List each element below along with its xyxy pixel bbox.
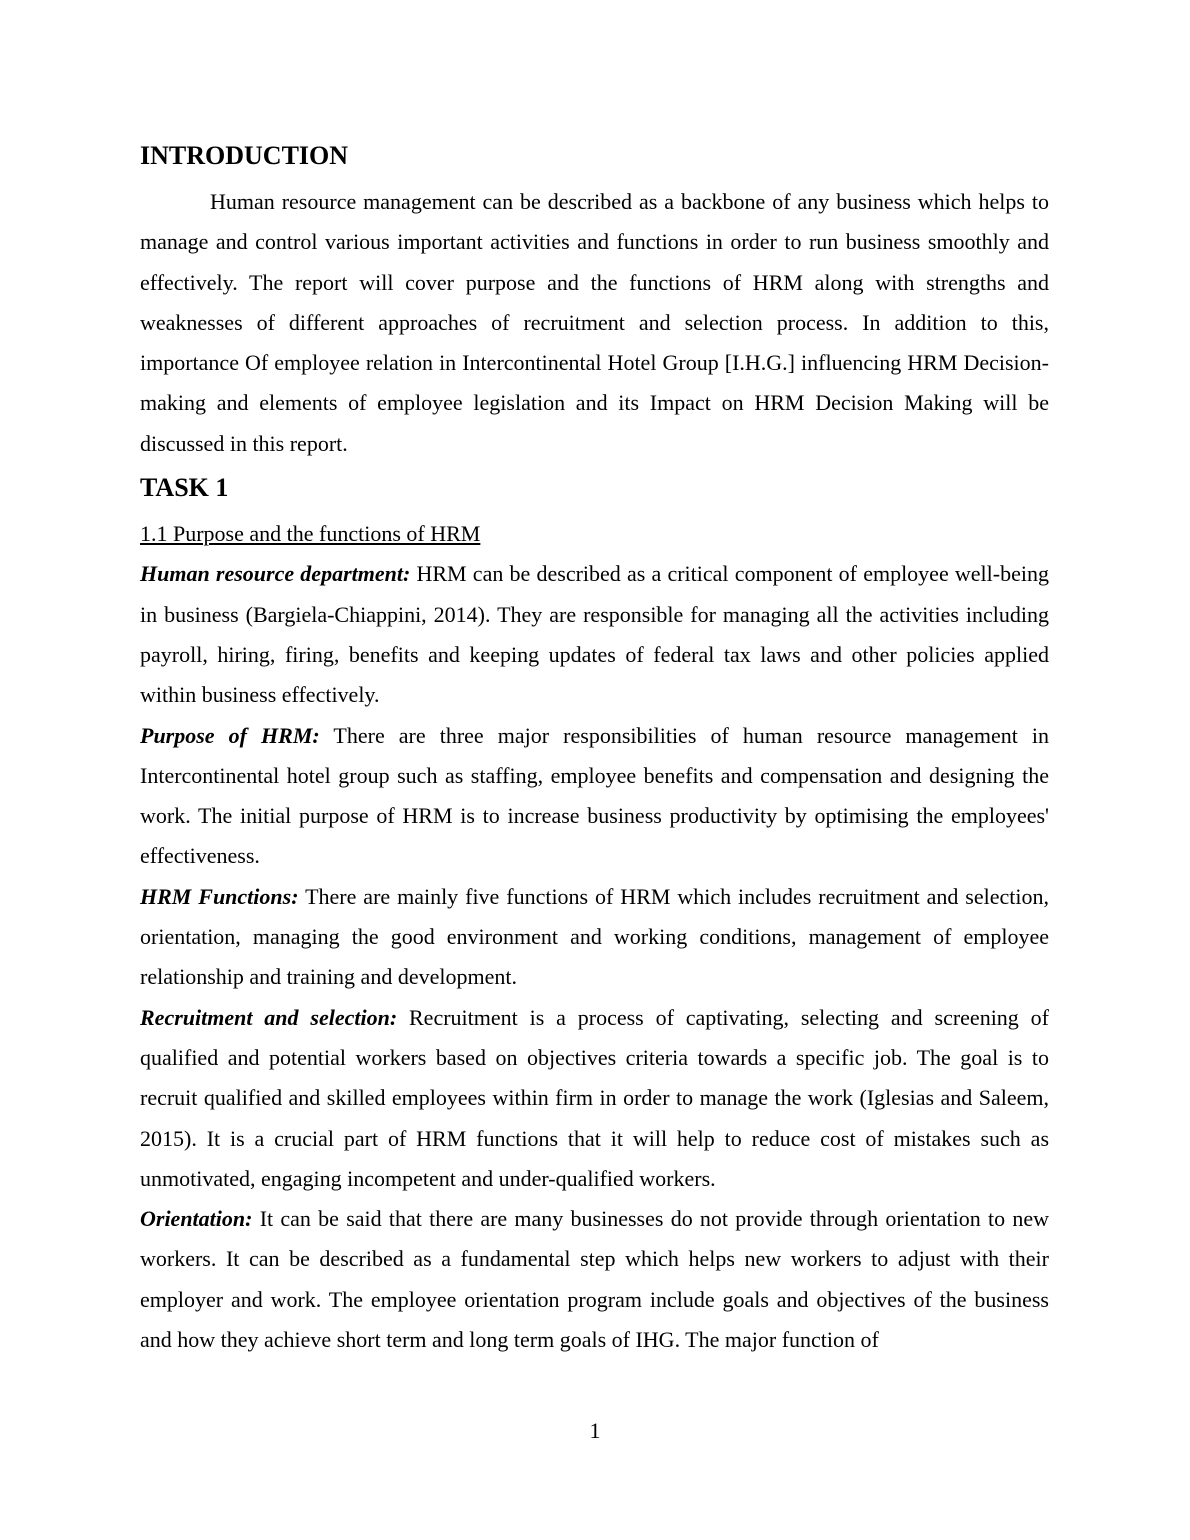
hr-department-paragraph bbox=[140, 554, 1049, 715]
introduction-paragraph: Human resource management can be described as a backbone of any business which helps to manage and control various important activities and functions in order to run business smoothly and effectively. The report will cover purpose and the functions of HRM along with strengths and weaknesses of different approaches of recruitment and selection process. In addition to this, importance Of employee relation in Intercontinental Hotel Group [I.H.G.] influencing HRM Decision-making and elements of employee legislation and its Impact on HRM Decision Making will be discussed in this report. bbox=[140, 189, 1049, 456]
paragraph-text: There are three major responsibilities of human resource management in Intercontinental hotel group such as staffing, employee benefits and compensation and designing the work. The initial purpose of HRM is to increase business productivity by optimising the employees' effectiveness. bbox=[140, 722, 1050, 869]
orientation-paragraph bbox=[140, 1199, 1049, 1360]
term-label: Human resource department: bbox=[140, 561, 411, 587]
paragraph-text: Recruitment is a process of captivating, selecting and screening of qualified and potential workers based on objectives criteria towards a specific job. The goal is to recruit qualified and skilled employees within firm in order to manage the work (Iglesias and Saleem, 2015). It is a crucial part of HRM functions that it will help to reduce cost of mistakes such as unmotivated, engaging incompetent and under-qualified workers. bbox=[140, 1004, 1049, 1191]
paragraph-text: HRM can be described as a critical component of employee well-being in business (Bargiela-Chiappini, 2014). They are responsible for managing all the activities including payroll, hiring, firing, benefits and keeping updates of federal tax laws and other policies applied within business effectively. bbox=[140, 561, 1049, 708]
term-label: HRM Functions: bbox=[140, 883, 299, 909]
document-page bbox=[140, 138, 1049, 1360]
task-heading: TASK 1 bbox=[140, 473, 229, 503]
recruitment-paragraph bbox=[140, 998, 1049, 1199]
term-label: Recruitment and selection: bbox=[140, 1004, 398, 1030]
term-label: Orientation: bbox=[140, 1206, 253, 1232]
paragraph-text: It can be said that there are many businesses do not provide through orientation to new workers. It can be described as a fundamental step which helps new workers to adjust with their employer and work. The employee orientation program include goals and objectives of the business and how they achieve short term and long term goals of IHG. The major function of bbox=[140, 1206, 1049, 1353]
page-number: 1 bbox=[589, 1418, 601, 1443]
paragraph-text: There are mainly five functions of HRM which includes recruitment and selection, orientation, managing the good environment and working conditions, management of employee relationship and training and development. bbox=[140, 883, 1049, 990]
section-subheading: 1.1 Purpose and the functions of HRM bbox=[140, 521, 481, 547]
purpose-paragraph bbox=[140, 716, 1049, 877]
functions-paragraph bbox=[140, 877, 1049, 998]
term-label: Purpose of HRM: bbox=[140, 722, 320, 748]
introduction-heading: INTRODUCTION bbox=[140, 141, 349, 170]
